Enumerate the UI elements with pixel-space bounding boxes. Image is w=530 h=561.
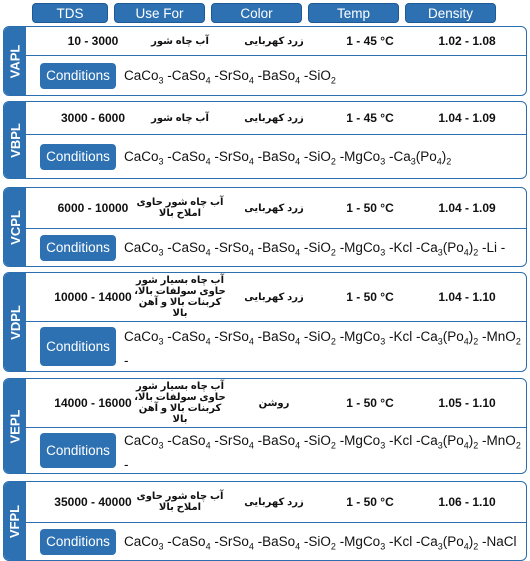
- conditions-text: [124, 66, 522, 91]
- temp-value: 1 - 50 °C: [346, 396, 394, 410]
- product-code: VCPL: [7, 209, 23, 245]
- product-block-vcpl: [3, 187, 527, 267]
- density-value: 1.02 - 1.08: [438, 34, 496, 48]
- product-code-tab: [4, 379, 26, 473]
- temp-value: 1 - 50 °C: [346, 495, 394, 509]
- product-code: VFPL: [7, 504, 23, 538]
- temp-value: 1 - 50 °C: [346, 201, 394, 215]
- use-for-value: آب چاه شور: [151, 35, 209, 47]
- use-for-value: آب چاه شور: [151, 112, 209, 124]
- density-value: 1.06 - 1.10: [438, 495, 496, 509]
- conditions-label: Conditions: [40, 144, 116, 170]
- product-block-vepl: [3, 378, 527, 474]
- column-header-bar: [32, 3, 526, 23]
- use-for-value: آب چاه بسیار شور حاوی سولفات بالا، کربنات بالا و آهن بالا: [134, 381, 226, 425]
- conditions-line: CaCo$_3$ -CaSo$_4$ -SrSo$_4$ -BaSo$_4$ -SiO$_2$ -MgCo$_3$ -Kcl $-Ca_3(Po_4)_2$ -NaCl: [124, 533, 517, 552]
- conditions-label: Conditions: [40, 235, 116, 261]
- product-block-vbpl: [3, 101, 527, 179]
- conditions-line: CaCo$_3$ -CaSo$_4$ -SrSo$_4$ -BaSo$_4$ -SiO$_2$ -MgCo$_3$ -Kcl $-Ca_3(Po_4)_2$ -Li -: [124, 239, 506, 258]
- spec-row: [26, 188, 526, 229]
- conditions-label: Conditions: [40, 327, 116, 366]
- conditions-line: CaCo$_3$ -CaSo$_4$ -SrSo$_4$ -BaSo$_4$ -SiO$_2$: [124, 67, 336, 86]
- conditions-label: Conditions: [40, 63, 116, 89]
- conditions-line: CaCo$_3$ -CaSo$_4$ -SrSo$_4$ -BaSo$_4$ -SiO$_2$ -MgCo$_3$ -Kcl $-Ca_3(Po_4)_2$ -MnO$_2$ -: [124, 432, 521, 473]
- product-block-vapl: [3, 26, 527, 96]
- product-code-tab: [4, 102, 26, 178]
- density-value: 1.04 - 1.09: [438, 111, 496, 125]
- color-value: زرد کهربایی: [244, 291, 304, 303]
- conditions-text: [124, 147, 522, 172]
- header-tds: TDS: [32, 3, 108, 23]
- temp-value: 1 - 50 °C: [346, 290, 394, 304]
- conditions-line: CaCo$_3$ -CaSo$_4$ -SrSo$_4$ -BaSo$_4$ -SiO$_2$ -MgCo$_3$ -Kcl $-Ca_3(Po_4)_2$ -MnO$_2$ -: [124, 328, 521, 369]
- spec-row: [26, 273, 526, 322]
- color-value: زرد کهربایی: [244, 496, 304, 508]
- temp-value: 1 - 45 °C: [346, 111, 394, 125]
- product-code-tab: [4, 273, 26, 371]
- product-code: VEPL: [7, 409, 23, 443]
- product-code-tab: [4, 188, 26, 266]
- conditions-text: [124, 238, 522, 268]
- density-value: 1.04 - 1.09: [438, 201, 496, 215]
- product-code-tab: [4, 482, 26, 560]
- header-density: Density: [405, 3, 496, 23]
- product-code: VBPL: [7, 122, 23, 158]
- tds-value: 14000 - 16000: [54, 396, 132, 410]
- header-use-for: Use For: [114, 3, 205, 23]
- density-value: 1.04 - 1.10: [438, 290, 496, 304]
- color-value: روشن: [258, 397, 290, 409]
- product-code-tab: [4, 27, 26, 95]
- spec-row: [26, 482, 526, 523]
- conditions-label: Conditions: [40, 529, 116, 555]
- use-for-value: آب چاه شور حاوی املاح بالا: [136, 197, 224, 219]
- header-temp: Temp: [308, 3, 399, 23]
- conditions-line: CaCo$_3$ -CaSo$_4$ -SrSo$_4$ -BaSo$_4$ -SiO$_2$ -MgCo$_3$ $-Ca_3(Po_4)_2$: [124, 148, 452, 167]
- product-block-vfpl: [3, 481, 527, 561]
- conditions-label: Conditions: [40, 433, 116, 468]
- tds-value: 3000 - 6000: [60, 111, 126, 125]
- color-value: زرد کهربایی: [244, 35, 304, 47]
- use-for-value: آب چاه بسیار شور حاوی سولفات بالا، کربنات بالا و آهن بالا: [134, 275, 226, 319]
- product-code: VAPL: [7, 44, 23, 78]
- tds-value: 10 - 3000: [67, 34, 119, 48]
- product-block-vdpl: [3, 272, 527, 372]
- tds-value: 6000 - 10000: [57, 201, 129, 215]
- header-color: Color: [211, 3, 302, 23]
- conditions-text: [124, 532, 522, 561]
- conditions-text: [124, 327, 522, 373]
- color-value: زرد کهربایی: [244, 112, 304, 124]
- spec-row: [26, 379, 526, 428]
- spec-row: [26, 102, 526, 135]
- spec-row: [26, 27, 526, 56]
- conditions-line: [124, 371, 522, 372]
- density-value: 1.05 - 1.10: [438, 396, 496, 410]
- tds-value: 10000 - 14000: [54, 290, 132, 304]
- color-value: زرد کهربایی: [244, 202, 304, 214]
- product-code: VDPL: [7, 304, 23, 340]
- temp-value: 1 - 45 °C: [346, 34, 394, 48]
- use-for-value: آب چاه شور حاوی املاح بالا: [136, 491, 224, 513]
- tds-value: 35000 - 40000: [54, 495, 132, 509]
- conditions-text: [124, 431, 522, 475]
